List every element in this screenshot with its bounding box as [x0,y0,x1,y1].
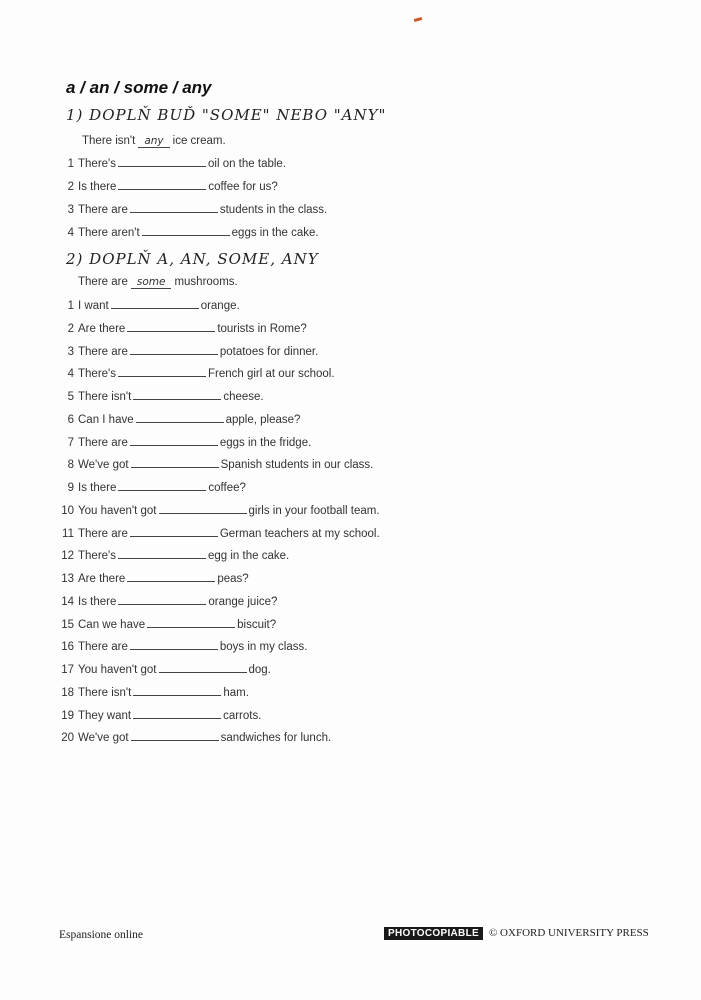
item-text-before: There isn't [78,686,132,699]
item-number: 13 [61,573,74,585]
item-text-after: orange. [200,300,240,312]
item-text-before: Are there [78,322,126,335]
exercise-item [52,707,261,723]
item-text-before: There are [78,204,128,216]
item-text-before: There are [78,436,128,449]
answer-blank[interactable] [136,411,224,423]
item-text-before: There's [78,158,116,170]
answer-blank[interactable] [130,201,218,213]
item-number: 10 [61,504,74,517]
item-text-after: coffee? [208,482,246,494]
item-number: 11 [62,527,74,540]
item-number: 16 [61,641,74,654]
item-text-after: potatoes for dinner. [219,345,319,358]
item-text-after: Spanish students in our class. [220,459,374,472]
item-number: 12 [61,550,74,563]
section-1-example [82,133,226,149]
exercise-item [52,388,264,404]
publisher-credit: © OXFORD UNIVERSITY PRESS [488,927,649,939]
item-text-after: dog. [248,664,271,676]
item-text-after: eggs in the cake. [231,227,319,239]
item-text-after: eggs in the fridge. [219,436,312,449]
answer-blank[interactable] [130,343,218,355]
answer-blank[interactable] [147,616,235,628]
item-text-before: There are [78,641,128,654]
item-number: 3 [67,204,74,216]
item-number: 2 [67,181,74,193]
exercise-item [52,525,380,541]
item-text-before: There's [78,550,116,563]
exercise-item [52,297,240,313]
answer-blank[interactable] [133,388,221,400]
item-text-after: tourists in Rome? [217,322,307,335]
exercise-item [52,593,277,609]
exercise-item [52,434,311,450]
example-after: mushrooms. [174,276,238,288]
answer-blank[interactable] [118,155,206,167]
answer-blank[interactable] [118,365,206,377]
item-number: 1 [67,158,74,170]
exercise-item [52,320,307,336]
item-number: 14 [61,595,74,608]
item-text-before: There aren't [78,227,140,239]
exercise-item [56,155,286,171]
footer-left-text: Espansione online [59,929,143,941]
item-text-after: French girl at our school. [208,368,335,381]
exercise-item [52,502,380,518]
exercise-item [52,343,318,359]
item-number: 6 [67,413,74,426]
answer-blank[interactable] [127,320,215,332]
answer-blank[interactable] [118,178,206,190]
item-number: 8 [67,459,74,472]
exercise-item [52,616,276,632]
answer-blank[interactable] [118,593,206,605]
section-2-instruction: 2) DOPLŇ A, AN, SOME, ANY [66,250,319,268]
section-2-example [78,274,238,290]
item-number: 15 [61,618,74,631]
exercise-item [56,178,278,194]
item-text-before: There are [78,345,128,358]
exercise-item [52,684,249,700]
item-text-after: sandwiches for lunch. [220,732,332,745]
item-text-before: Is there [78,482,117,494]
item-text-after: apple, please? [225,413,301,426]
item-number: 4 [67,227,74,239]
item-text-before: There isn't [78,391,132,403]
item-text-after: cheese. [223,391,264,403]
stray-mark [414,17,423,22]
item-text-after: carrots. [223,709,262,722]
answer-blank[interactable] [127,570,215,582]
answer-blank[interactable] [118,479,206,491]
item-text-before: I want [78,300,109,312]
exercise-item [52,479,246,495]
item-text-after: girls in your football team. [248,504,380,517]
answer-blank[interactable] [131,729,219,741]
item-text-after: peas? [217,573,249,585]
example-before: There are [78,276,128,288]
exercise-item [52,547,289,563]
answer-blank[interactable] [159,661,247,673]
exercise-item [52,365,335,381]
exercise-item [52,638,307,654]
item-text-before: Is there [78,595,117,608]
item-number: 3 [67,345,74,358]
section-1-instruction: 1) DOPLŇ BUĎ "SOME" NEBO "ANY" [66,106,387,124]
item-number: 7 [67,436,74,449]
item-text-before: You haven't got [78,664,157,676]
item-text-after: boys in my class. [219,641,308,654]
item-number: 20 [61,732,74,745]
item-text-after: orange juice? [208,595,278,608]
item-number: 17 [61,664,74,676]
exercise-item [56,201,327,217]
answer-blank[interactable] [111,297,199,309]
answer-blank[interactable] [130,638,218,650]
item-text-before: Can I have [78,413,134,426]
exercise-item [52,729,331,745]
answer-blank[interactable] [133,707,221,719]
item-text-after: ham. [223,686,249,699]
item-text-before: Can we have [78,618,146,631]
answer-blank[interactable] [133,684,221,696]
item-number: 19 [61,709,74,722]
exercise-item [52,570,249,586]
answer-blank[interactable] [142,224,230,236]
answer-blank[interactable] [130,525,218,537]
item-text-before: They want [78,709,132,722]
exercise-item [52,411,300,427]
footer-right [384,927,649,940]
photocopiable-badge: PHOTOCOPIABLE [384,927,483,940]
exercise-item [52,661,271,677]
item-number: 9 [67,482,74,494]
item-number: 2 [67,322,74,335]
exercise-item [56,224,319,240]
answer-blank[interactable] [131,456,219,468]
item-number: 4 [67,368,74,381]
item-text-after: coffee for us? [208,181,278,193]
example-after: ice cream. [172,135,226,147]
item-text-after: students in the class. [219,204,328,216]
answer-blank[interactable] [130,434,218,446]
example-answer: some [131,276,172,289]
exercise-item [52,456,373,472]
item-text-before: We've got [78,732,129,745]
item-text-after: egg in the cake. [208,550,290,563]
item-number: 18 [61,686,74,699]
item-text-before: There's [78,368,116,381]
item-text-before: Is there [78,181,117,193]
item-text-after: oil on the table. [208,158,287,170]
example-answer: any [138,135,169,148]
item-text-after: German teachers at my school. [219,527,380,540]
answer-blank[interactable] [118,547,206,559]
example-before: There isn't [82,135,136,147]
item-text-before: Are there [78,573,126,585]
item-text-before: We've got [78,459,129,472]
answer-blank[interactable] [159,502,247,514]
item-number: 1 [67,300,74,312]
page-title: a / an / some / any [66,78,212,97]
item-text-before: There are [78,527,128,540]
item-number: 5 [67,391,74,403]
item-text-before: You haven't got [78,504,157,517]
item-text-after: biscuit? [237,618,277,631]
